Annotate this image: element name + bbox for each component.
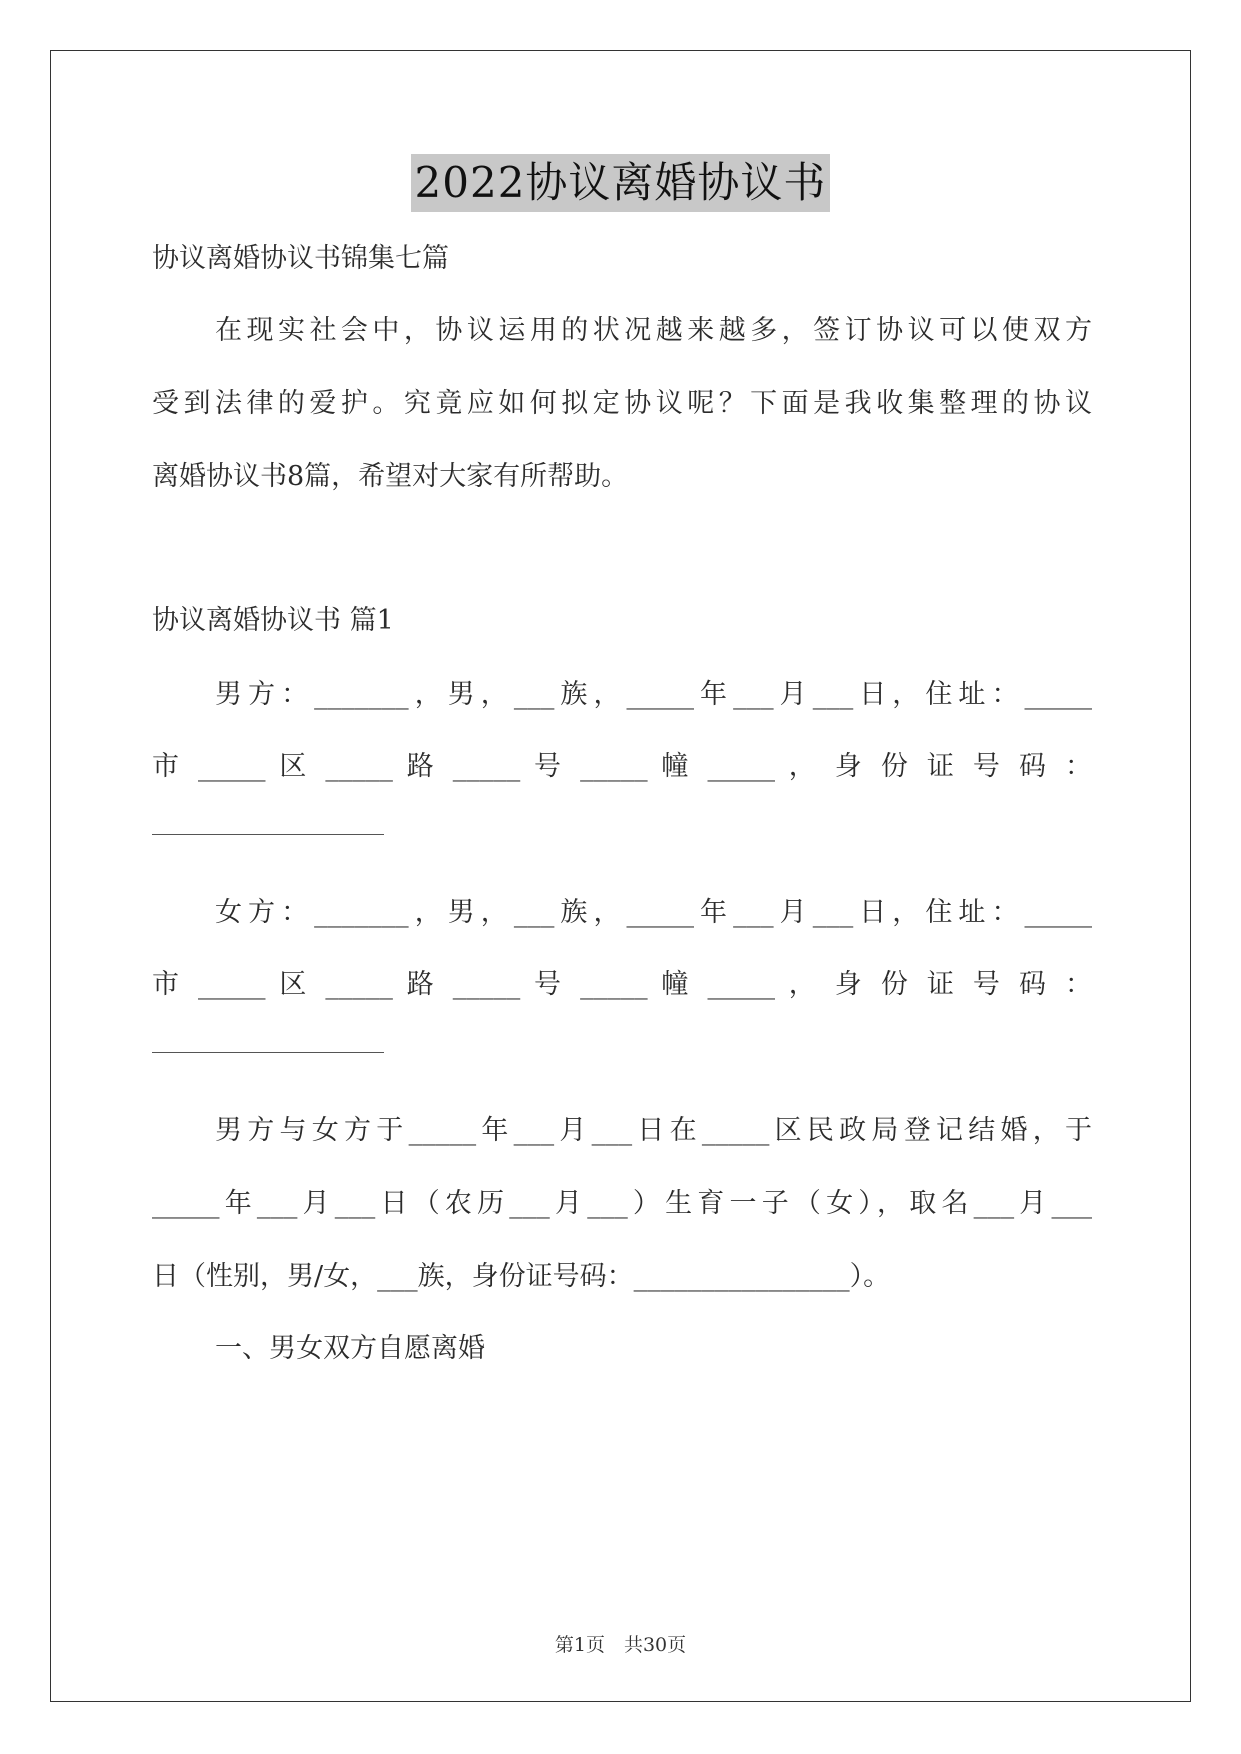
male-party-line-1: 男方：_______，男，___族，_____年___月___日，住址：_____: [215, 679, 1092, 710]
document-title-block: [0, 154, 1241, 212]
intro-line-2: 受到法律的爱护。究竟应如何拟定协议呢？下面是我收集整理的协议: [152, 388, 1092, 419]
marriage-line-3: 日（性别，男/女，___族，身份证号码：________________）。: [152, 1261, 891, 1292]
document-subtitle: 协议离婚协议书锦集七篇: [152, 243, 449, 274]
marriage-line-2: _____年___月___日（农历___月___）生育一子（女），取名___月___: [152, 1188, 1092, 1219]
document-title: 2022协议离婚协议书: [411, 154, 831, 212]
marriage-line-1: 男方与女方于_____年___月___日在_____区民政局登记结婚，于: [215, 1115, 1092, 1146]
female-party-line-1: 女方：_______，男，___族，_____年___月___日，住址：_____: [215, 897, 1092, 928]
page-footer: 第1页 共30页: [554, 1634, 687, 1656]
clause-1-heading: 一、男女双方自愿离婚: [215, 1333, 485, 1364]
intro-line-1: 在现实社会中，协议运用的状况越来越多，签订协议可以使双方: [215, 315, 1092, 346]
intro-line-3: 离婚协议书8篇，希望对大家有所帮助。: [152, 461, 629, 492]
page-border: [50, 50, 1191, 1702]
female-id-blank: [152, 1052, 384, 1053]
section-heading: 协议离婚协议书 篇1: [152, 605, 394, 636]
male-party-line-2: 市 _____ 区 _____ 路 _____ 号 _____ 幢 _____ ， 身 份 证 号 码 ：: [152, 751, 1092, 782]
female-party-line-2: 市 _____ 区 _____ 路 _____ 号 _____ 幢 _____ ， 身 份 证 号 码 ：: [152, 969, 1092, 1000]
male-id-blank: [152, 834, 384, 835]
